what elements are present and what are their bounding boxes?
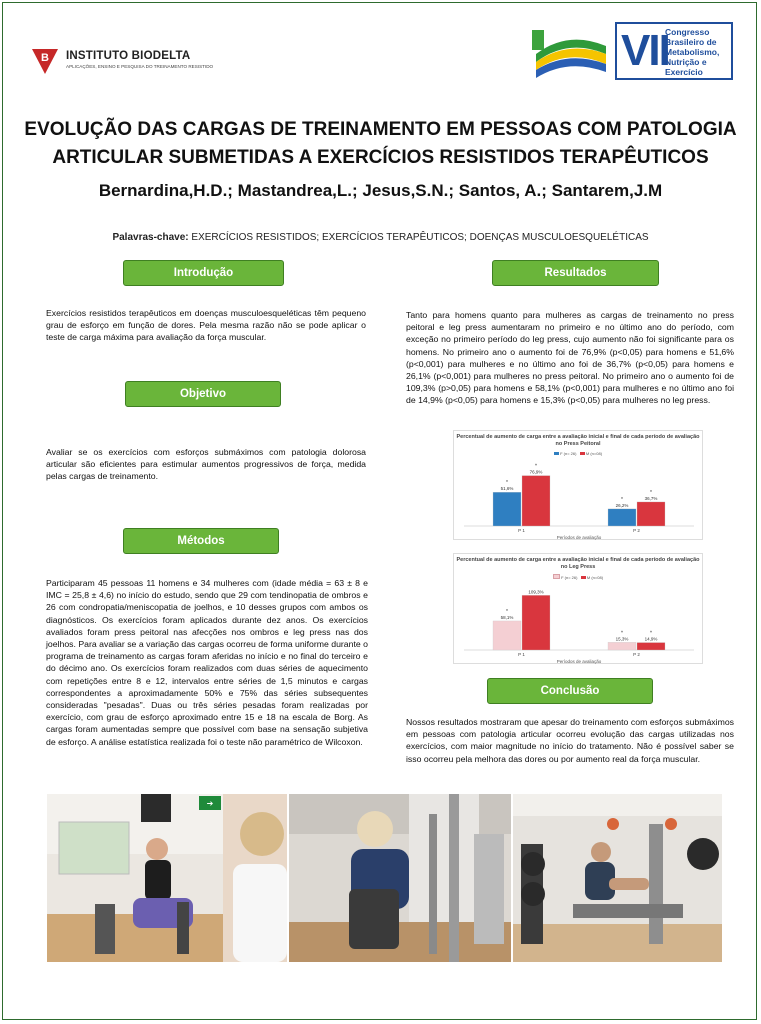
introducao-text: Exercícios resistidos terapêuticos em doenças musculoesqueléticas têm pequeno grau de esforço em função de dores. Pela mesma razão não se pode aplicar o teste de carga máxima para avaliação da força muscular.: [46, 308, 366, 343]
objetivo-header: Objetivo: [125, 381, 281, 407]
photo-strip: [47, 794, 722, 962]
photo-woman-exercising: [47, 794, 287, 962]
instituto-biodelta-logo: [30, 46, 230, 76]
chart-title: Percentual de aumento de carga entre a avaliação inicial e final de cada período de avaliação no Leg Press: [456, 557, 700, 570]
photo-woman-exercising-image: [47, 794, 287, 962]
significance-mark: *: [650, 630, 652, 637]
legend-swatch-m: [580, 452, 585, 455]
introducao-header: Introdução: [123, 260, 284, 286]
biodelta-shield-icon: [30, 46, 60, 76]
legend-swatch-f: [553, 574, 560, 579]
legend-f: F (n= 26): [561, 575, 578, 580]
chart-legend: [454, 451, 702, 456]
chart-plot: [454, 457, 704, 541]
legend-m: M (n=08): [586, 575, 604, 580]
tick-label: P 2: [633, 528, 640, 533]
bar: [637, 502, 665, 526]
congress-badge: [615, 22, 733, 80]
keywords-text: EXERCÍCIOS RESISTIDOS; EXERCÍCIOS TERAPÊUTICOS; DOENÇAS MUSCULOESQUELÉTICAS: [191, 232, 649, 243]
bar: [608, 509, 636, 526]
congress-swoosh-icon: [528, 24, 608, 78]
x-axis-label: Períodos de avaliação: [556, 659, 602, 664]
data-label: 15,3%: [615, 636, 629, 642]
bar: [608, 642, 636, 650]
conclusao-header: Conclusão: [487, 678, 653, 704]
significance-mark: *: [535, 463, 537, 470]
tick-label: P 1: [518, 652, 525, 657]
significance-mark: *: [506, 608, 508, 615]
significance-mark: *: [650, 489, 652, 496]
objetivo-text: Avaliar se os exercícios com esforços submáximos com patologia dolorosa articular são eficientes para estimular aumentos progressivos de força, medida pelas cargas de treinamento.: [46, 447, 366, 482]
resultados-header: Resultados: [492, 260, 659, 286]
chart-plot: [454, 580, 704, 665]
data-label: 26,2%: [615, 502, 629, 508]
photo-man-leg-press-image: [513, 794, 722, 962]
poster-title: EVOLUÇÃO DAS CARGAS DE TREINAMENTO EM PESSOAS COM PATOLOGIA ARTICULAR SUBMETIDAS A EXERCÍCIOS RESISTIDOS TERAPÊUTICOS: [24, 119, 737, 168]
bar: [522, 476, 550, 526]
significance-mark: *: [621, 496, 623, 503]
keywords-label: Palavras-chave:: [112, 232, 189, 243]
photo-older-woman-machine: [289, 794, 511, 962]
bar: [493, 621, 521, 650]
bar: [493, 492, 521, 526]
photo-man-leg-press: [513, 794, 722, 962]
tick-label: P 2: [633, 652, 640, 657]
exit-sign-arrow: ➔: [206, 799, 214, 808]
bar: [637, 643, 665, 650]
tick-label: P 1: [518, 528, 525, 533]
poster-authors: Bernardina,H.D.; Mastandrea,L.; Jesus,S.N.; Santos, A.; Santarem,J.M: [98, 181, 663, 200]
data-label: 109,3%: [528, 589, 544, 595]
congress-name: Congresso Brasileiro de Metabolismo, Nutrição e Exercício: [665, 27, 720, 77]
svg-text:B: B: [41, 52, 49, 64]
legend-m: M (n=08): [585, 451, 603, 456]
logo-tagline: APLICAÇÕES, ENSINO E PESQUISA DO TREINAMENTO RESISTIDO: [66, 64, 214, 69]
data-label: 76,9%: [529, 469, 543, 475]
data-label: 36,7%: [644, 495, 658, 501]
legend-swatch-f: [554, 452, 559, 455]
chart-press-peitoral: [453, 430, 703, 540]
significance-mark: *: [621, 630, 623, 637]
data-label: 51,6%: [500, 486, 514, 492]
metodos-header: Métodos: [123, 528, 279, 554]
chart-title: Percentual de aumento de carga entre a avaliação inicial e final de cada período de avaliação no Press Peitoral: [456, 434, 700, 447]
metodos-text: Participaram 45 pessoas 11 homens e 34 mulheres com (idade média = 63 ± 8 e IMC = 25,8 ± 4,6) no início do estudo, sendo que 29 com tendinopatia de ombros e 26 com condropatia/meniscopatia de joelhos, e 10 desses grupos com ambos os diagnósticos. Os exercícios foram aplicados durante dez anos. Os exercícios avaliados foram press peitoral nas afecções nos ombros e leg press nas dos joelhos. Para avaliar se a variação das cargas ocorreu de forma uniforme durante o programa de treinamento as cargas foram aferidas no início e no final do terceiro e do décimo ano. Os exercícios foram realizados com duas séries de aquecimento com repetições entre 8 e 12, intervalos entre séries de 1,5 minutos e cargas correspondentes a aproximadamente 50% e 75% das séries subsequentes consideradas "pesadas". Duas ou três séries pesadas foram realizadas por exercício, com grau de esforço aproximado entre 15 e 18 na escala de Borg. As cargas foram aumentadas sempre que possível com base na sensação subjetiva de esforço. A análise estatística realizada foi o teste não paramétrico de Wilcoxon.: [46, 578, 368, 747]
conclusao-text: Nossos resultados mostraram que apesar do treinamento com esforços submáximos em pessoas com patologia articular ocorreu evolução das cargas utilizadas nos exercícios, com maior magnitude no início do tratamento. Não é possível saber se isso ocorreu pela melhora das dores ou por aumento real da força muscular.: [406, 717, 734, 764]
chart-leg-press: [453, 553, 703, 664]
congress-logo: [528, 22, 733, 82]
congress-numeral: VII: [621, 26, 669, 75]
data-label: 14,9%: [644, 636, 658, 642]
bar: [522, 595, 550, 650]
keywords: [20, 232, 741, 243]
significance-mark: *: [506, 480, 508, 487]
legend-swatch-m: [581, 576, 586, 579]
data-label: 58,1%: [500, 614, 514, 620]
logo-name: INSTITUTO BIODELTA: [66, 50, 191, 62]
x-axis-label: Períodos de avaliação: [556, 535, 602, 540]
legend-f: F (n= 26): [560, 451, 577, 456]
photo-older-woman-machine-image: [289, 794, 511, 962]
resultados-text: Tanto para homens quanto para mulheres as cargas de treinamento no press peitoral e leg press aumentaram no primeiro e no último ano do período, com exceção no primeiro período do leg press, cujo aumento não foi significante para os homens. No primeiro ano o aumento foi de 76,9% (p<0,05) para homens e 51,6% (p<0,001) para mulheres e no último ano foi de 36,7% (p<0,05) para homens e 26,1% (p<0,001) para mulheres no press peitoral. No primeiro ano o aumento foi de 109,3% (p>0,05) para homens e 58,1% (p<0,001) para mulheres e no último ano foi de 14,9% (p<0,05) para homens e 15,3% (p<0,05) para mulheres no leg press.: [406, 310, 734, 406]
